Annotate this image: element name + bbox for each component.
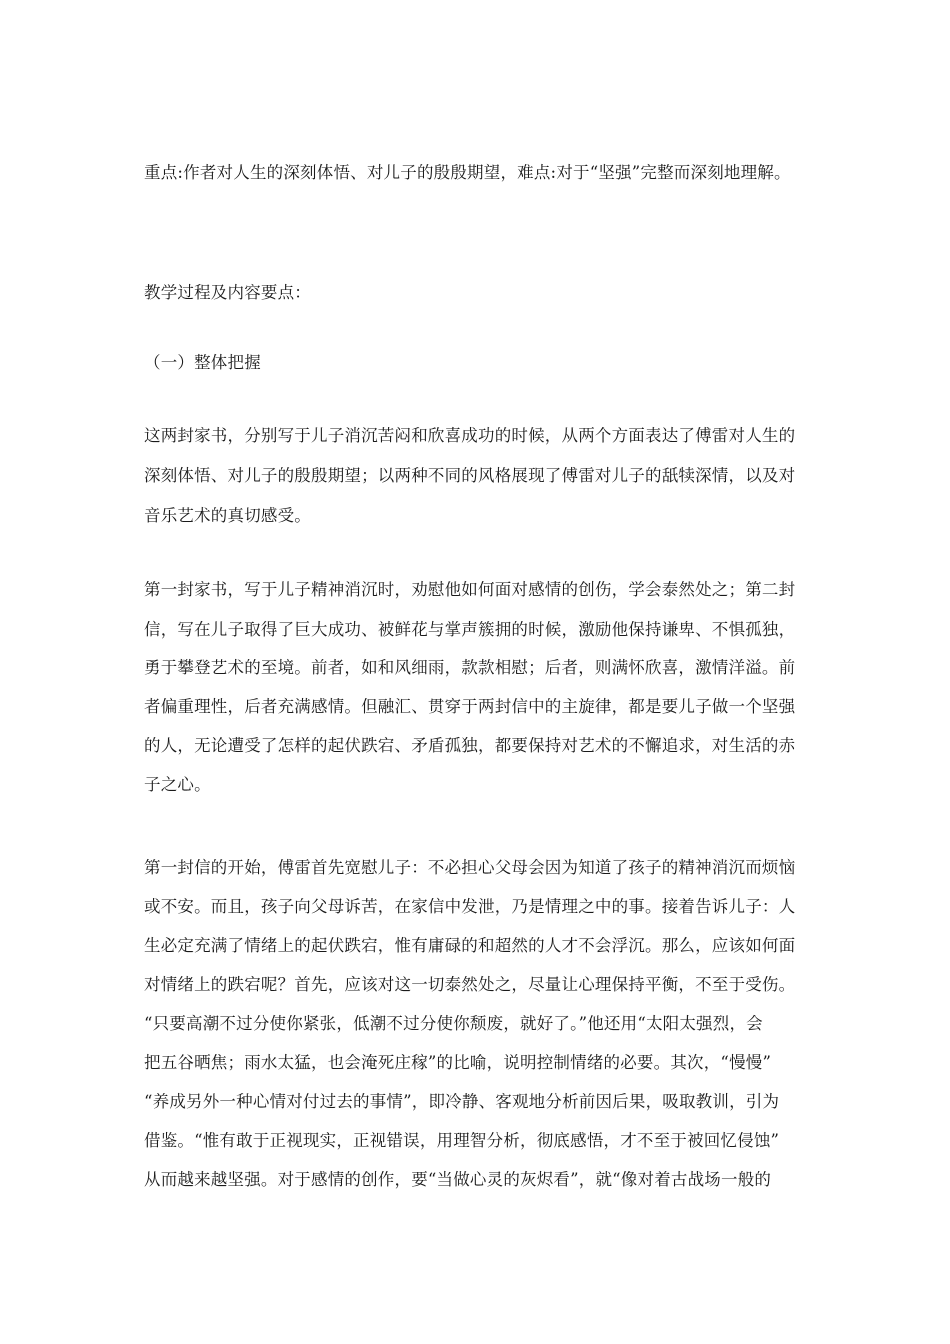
paragraph-line: 或不安。而且，孩子向父母诉苦，在家信中发泄，乃是情理之中的事。接着告诉儿子：人 bbox=[144, 897, 796, 916]
section-heading: （一）整体把握 bbox=[144, 353, 261, 372]
paragraph-line: 第一封家书，写于儿子精神消沉时，劝慰他如何面对感情的创伤，学会泰然处之；第二封 bbox=[144, 580, 796, 599]
paragraph-line: “养成另外一种心情对付过去的事情”，即冷静、客观地分析前因后果，吸取教训，引为 bbox=[144, 1092, 780, 1111]
paragraph-line: 把五谷晒焦；雨水太猛，也会淹死庄稼”的比喻，说明控制情绪的必要。其次，“慢慢” bbox=[144, 1053, 772, 1072]
paragraph-line: 音乐艺术的真切感受。 bbox=[144, 506, 311, 525]
paragraph-line: 子之心。 bbox=[144, 775, 211, 794]
paragraph-line: 信，写在儿子取得了巨大成功、被鲜花与掌声簇拥的时候，激励他保持谦卑、不惧孤独， bbox=[144, 620, 796, 639]
paragraph-line: 勇于攀登艺术的至境。前者，如和风细雨，款款相慰；后者，则满怀欣喜，激情洋溢。前 bbox=[144, 658, 796, 677]
paragraph-line: 的人，无论遭受了怎样的起伏跌宕、矛盾孤独，都要保持对艺术的不懈追求，对生活的赤 bbox=[144, 736, 796, 755]
paragraph-line: 这两封家书，分别写于儿子消沉苦闷和欣喜成功的时候，从两个方面表达了傅雷对人生的 bbox=[144, 426, 796, 445]
paragraph-line: 第一封信的开始，傅雷首先宽慰儿子：不必担心父母会因为知道了孩子的精神消沉而烦恼 bbox=[144, 858, 796, 877]
paragraph-line: 从而越来越坚强。对于感情的创作，要“当做心灵的灰烬看”，就“像对着古战场一般的 bbox=[144, 1170, 772, 1189]
key-points-line: 重点:作者对人生的深刻体悟、对儿子的殷殷期望，难点:对于“坚强”完整而深刻地理解。 bbox=[144, 163, 791, 182]
paragraph-line: 借鉴。“惟有敢于正视现实，正视错误，用理智分析，彻底感悟，才不至于被回忆侵蚀” bbox=[144, 1131, 780, 1150]
paragraph-line: 对情绪上的跌宕呢？首先，应该对这一切泰然处之，尽量让心理保持平衡，不至于受伤。 bbox=[144, 975, 796, 994]
paragraph-line: 者偏重理性，后者充满感情。但融汇、贯穿于两封信中的主旋律，都是要儿子做一个坚强 bbox=[144, 697, 796, 716]
process-heading: 教学过程及内容要点： bbox=[144, 283, 311, 302]
paragraph-line: “只要高潮不过分使你紧张，低潮不过分使你颓废，就好了。”他还用“太阳太强烈，会 bbox=[144, 1014, 763, 1033]
paragraph-line: 生必定充满了情绪上的起伏跌宕，惟有庸碌的和超然的人才不会浮沉。那么，应该如何面 bbox=[144, 936, 796, 955]
paragraph-line: 深刻体悟、对儿子的殷殷期望；以两种不同的风格展现了傅雷对儿子的舐犊深情，以及对 bbox=[144, 466, 796, 485]
